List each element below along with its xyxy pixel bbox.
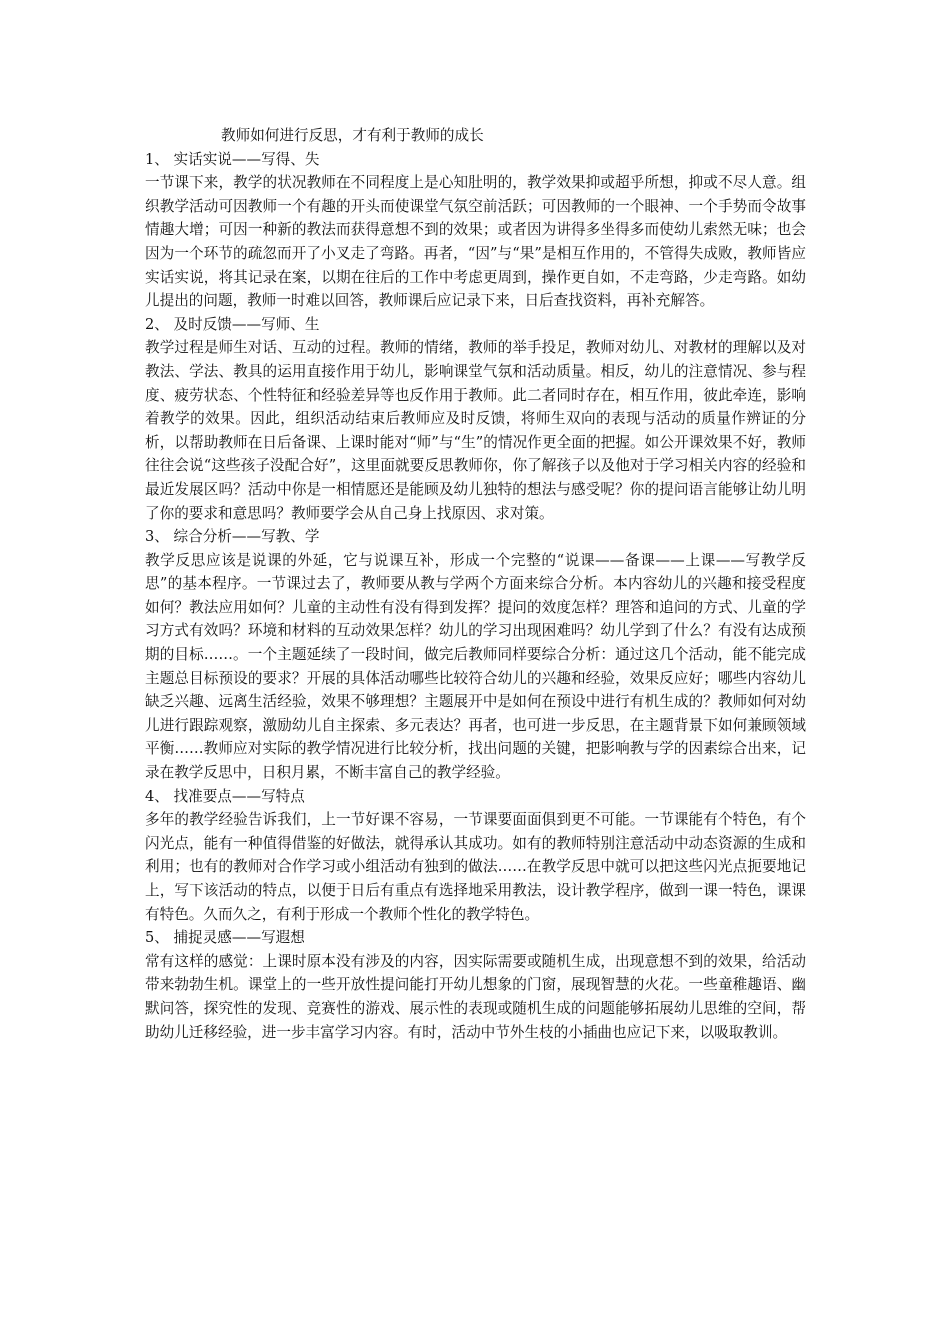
document-title: 教师如何进行反思，才有利于教师的成长 — [221, 127, 484, 144]
section-3-heading: 3、 综合分析——写教、学 — [145, 528, 320, 546]
section-1-body: 一节课下来，教学的状况教师在不同程度上是心知肚明的，教学效果抑或超乎所想，抑或不尽人意。组织教学活动可因教师一个有趣的开头而使课堂气氛空前活跃；可因教师的一个眼神、一个手势而令故事情趣大增；可因一种新的教法而获得意想不到的效果；或者因为讲得多坐得多而使幼儿索然无味；也会因为一个环节的疏忽而开了小叉走了弯路。再者，“因”与“果”是相互作用的，不管得失成败，教师皆应实话实说，将其记录在案，以期在往后的工作中考虑更周到，操作更自如，不走弯路，少走弯路。如幼儿提出的问题，教师一时难以回答，教师课后应记录下来，日后查找资料，再补充解答。 — [145, 174, 806, 310]
document-page — [145, 124, 806, 1044]
section-3-body: 教学反思应该是说课的外延，它与说课互补，形成一个完整的“说课——备课——上课——写教学反思”的基本程序。一节课过去了，教师要从教与学两个方面来综合分析。本内容幼儿的兴趣和接受程度如何？教法应用如何？儿童的主动性有没有得到发挥？提问的效度怎样？理答和追问的方式、儿童的学习方式有效吗？环境和材料的互动效果怎样？幼儿的学习出现困难吗？幼儿学到了什么？有没有达成预期的目标……。一个主题延续了一段时间，做完后教师同样要综合分析：通过这几个活动，能不能完成主题总目标预设的要求？开展的具体活动哪些比较符合幼儿的兴趣和经验，效果反应好；哪些内容幼儿缺乏兴趣、远离生活经验，效果不够理想？主题展开中是如何在预设中进行有机生成的？教师如何对幼儿进行跟踪观察，激励幼儿自主探索、多元表达？再者，也可进一步反思，在主题背景下如何兼顾领域平衡……教师应对实际的教学情况进行比较分析，找出问题的关键，把影响教与学的因素综合出来，记录在教学反思中，日积月累，不断丰富自己的教学经验。 — [145, 551, 806, 782]
section-5-heading: 5、 捕捉灵感——写遐想 — [145, 929, 305, 947]
section-4-heading: 4、 找准要点——写特点 — [145, 787, 305, 805]
section-1-heading: 1、 实话实说——写得、失 — [145, 150, 320, 168]
section-2-body: 教学过程是师生对话、互动的过程。教师的情绪，教师的举手投足，教师对幼儿、对教材的理解以及对教法、学法、教具的运用直接作用于幼儿，影响课堂气氛和活动质量。相反，幼儿的注意情况、参与程度、疲劳状态、个性特征和经验差异等也反作用于教师。此二者同时存在，相互作用，彼此牵连，影响着教学的效果。因此，组织活动结束后教师应及时反馈，将师生双向的表现与活动的质量作辨证的分析，以帮助教师在日后备课、上课时能对“师”与“生”的情况作更全面的把握。如公开课效果不好，教师往往会说“这些孩子没配合好”，这里面就要反思教师你，你了解孩子以及他对于学习相关内容的经验和最近发展区吗？活动中你是一相情愿还是能顾及幼儿独特的想法与感受呢？你的提问语言能够让幼儿明了你的要求和意思吗？教师要学会从自己身上找原因、求对策。 — [145, 339, 806, 522]
section-2-heading: 2、 及时反馈——写师、生 — [145, 315, 320, 333]
section-5-body: 常有这样的感觉：上课时原本没有涉及的内容，因实际需要或随机生成，出现意想不到的效果，给活动带来勃勃生机。课堂上的一些开放性提问能打开幼儿想象的门窗，展现智慧的火花。一些童稚趣语、幽默问答，探究性的发现、竞赛性的游戏、展示性的表现或随机生成的问题能够拓展幼儿思维的空间，帮助幼儿迁移经验，进一步丰富学习内容。有时，活动中节外生枝的小插曲也应记下来，以吸取教训。 — [145, 952, 806, 1041]
section-4-body: 多年的教学经验告诉我们，上一节好课不容易，一节课要面面俱到更不可能。一节课能有个特色，有个闪光点，能有一种值得借鉴的好做法，就得承认其成功。如有的教师特别注意活动中动态资源的生成和利用；也有的教师对合作学习或小组活动有独到的做法……在教学反思中就可以把这些闪光点扼要地记上，写下该活动的特点，以便于日后有重点有选择地采用教法，设计教学程序，做到一课一特色，课课有特色。久而久之，有利于形成一个教师个性化的教学特色。 — [145, 811, 806, 923]
